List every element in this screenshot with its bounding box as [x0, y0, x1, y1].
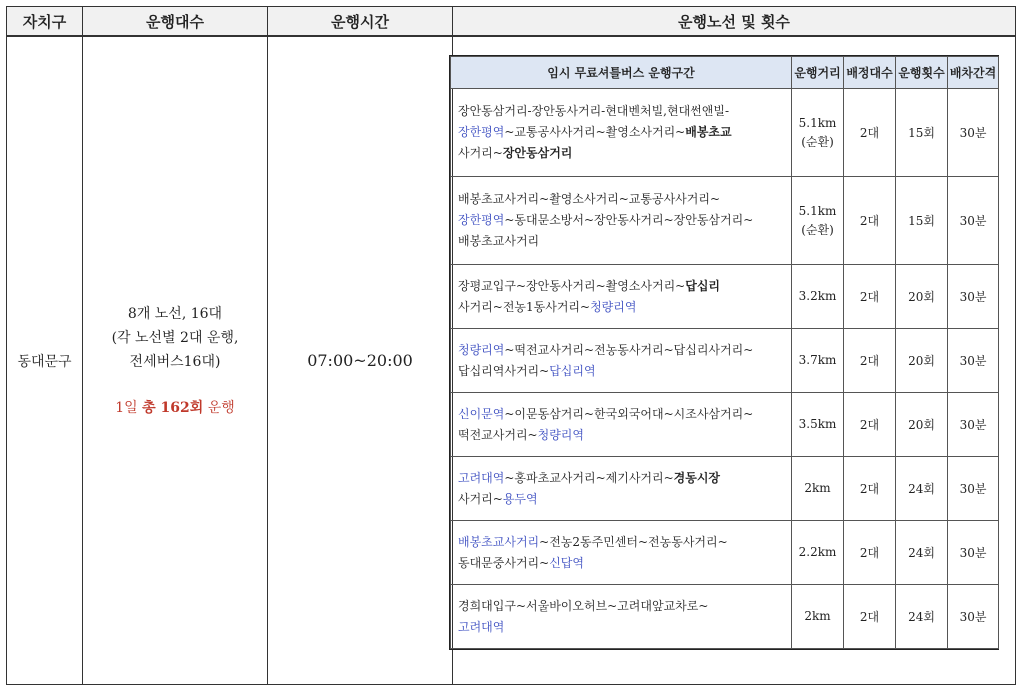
station-name: 고려대역 — [458, 470, 505, 485]
route-runs: 24회 — [896, 457, 948, 521]
distance-note: (순환) — [801, 134, 834, 149]
route-line — [458, 361, 784, 382]
vehicles-cell — [83, 37, 268, 684]
header-routes: 운행노선 및 횟수 — [453, 7, 1015, 37]
route-line — [458, 210, 784, 231]
station-name: 고려대역 — [458, 619, 505, 634]
operating-hours: 07:00~20:00 — [307, 351, 413, 370]
col-distance: 운행거리 — [792, 57, 844, 89]
route-line — [458, 489, 784, 510]
route-distance — [792, 89, 844, 177]
route-buses: 2대 — [844, 521, 896, 585]
route-line — [458, 276, 784, 297]
daily-prefix: 1일 — [115, 399, 143, 416]
route-table — [450, 56, 999, 649]
route-line — [458, 425, 784, 446]
distance-value: 2km — [804, 609, 831, 623]
route-buses: 2대 — [844, 585, 896, 649]
station-name: 청량리역 — [458, 342, 505, 357]
vehicles-line2: (각 노선별 2대 운행, — [111, 329, 239, 346]
route-text: ~이문동삼거리~한국외국어대~시조사삼거리~ — [504, 406, 754, 421]
route-row — [451, 393, 999, 457]
route-text: 경희대입구~서울바이오허브~고려대앞교차로~ — [458, 598, 709, 613]
station-name: 답십리역 — [549, 363, 596, 378]
vehicles-line1: 8개 노선, 16대 — [127, 305, 223, 322]
station-name: 배봉초교사거리 — [458, 534, 540, 549]
distance-note: (순환) — [801, 222, 834, 237]
station-name: 장한평역 — [458, 125, 505, 139]
col-runs: 운행횟수 — [896, 57, 948, 89]
route-text: ~전농2동주민센터~전농동사거리~ — [539, 534, 728, 549]
route-text: 배봉초교사거리~촬영소사거리~교통공사사거리~ — [458, 192, 721, 206]
route-buses: 2대 — [844, 265, 896, 329]
daily-total — [115, 396, 235, 420]
station-name: 장한평역 — [458, 213, 505, 227]
col-buses: 배정대수 — [844, 57, 896, 89]
route-line — [458, 143, 784, 164]
col-interval: 배차간격 — [948, 57, 999, 89]
route-distance — [792, 329, 844, 393]
route-interval: 30분 — [948, 393, 999, 457]
route-line — [458, 617, 784, 638]
route-line — [458, 532, 784, 553]
header-hours: 운행시간 — [268, 7, 453, 37]
route-path — [451, 265, 792, 329]
route-row — [451, 585, 999, 649]
route-distance — [792, 457, 844, 521]
route-text: ~홍파초교사거리~제기사거리~ — [504, 470, 674, 485]
vehicles-line3: 전세버스16대) — [129, 353, 221, 370]
route-buses: 2대 — [844, 457, 896, 521]
route-path — [451, 521, 792, 585]
route-path — [451, 89, 792, 177]
route-interval: 30분 — [948, 585, 999, 649]
route-path — [451, 393, 792, 457]
route-text: 답십리역사거리~ — [458, 363, 550, 378]
route-runs: 20회 — [896, 329, 948, 393]
route-line — [458, 404, 784, 425]
route-buses: 2대 — [844, 329, 896, 393]
distance-value: 2.2km — [798, 545, 837, 559]
route-text: ~동대문소방서~장안동사거리~장안동삼거리~ — [504, 213, 754, 227]
district-name: 동대문구 — [17, 353, 72, 370]
route-text: 떡전교사거리~ — [458, 427, 538, 442]
route-text: 배봉초교사거리 — [458, 234, 540, 248]
distance-value: 3.7km — [798, 353, 837, 367]
route-distance — [792, 265, 844, 329]
distance-value: 3.2km — [798, 289, 837, 303]
distance-value: 5.1km — [798, 203, 837, 218]
route-runs: 20회 — [896, 265, 948, 329]
route-buses: 2대 — [844, 177, 896, 265]
route-row — [451, 265, 999, 329]
route-buses: 2대 — [844, 393, 896, 457]
route-line — [458, 189, 784, 210]
route-runs: 20회 — [896, 393, 948, 457]
route-path — [451, 329, 792, 393]
route-text: ~떡전교사거리~전농동사거리~답십리사거리~ — [504, 342, 754, 357]
route-distance — [792, 393, 844, 457]
station-name: 청량리역 — [590, 299, 637, 314]
route-line — [458, 553, 784, 574]
route-table-header — [451, 57, 999, 89]
route-interval: 30분 — [948, 265, 999, 329]
station-name: 신답역 — [549, 555, 584, 570]
station-name: 신이문역 — [458, 406, 505, 421]
district-cell — [7, 37, 83, 684]
col-route: 임시 무료셔틀버스 운행구간 — [451, 57, 792, 89]
route-interval: 30분 — [948, 177, 999, 265]
station-name: 용두역 — [502, 491, 538, 506]
header-district: 자치구 — [7, 7, 83, 37]
route-text: 사거리~전농1동사거리~ — [458, 299, 591, 314]
route-line — [458, 340, 784, 361]
route-row — [451, 457, 999, 521]
route-text: 장안동삼거리-장안동사거리-현대벤처빌,현대썬앤빌- — [458, 104, 730, 118]
station-name: 청량리역 — [537, 427, 584, 442]
key-stop: 경동시장 — [673, 470, 721, 485]
daily-suffix: 운행 — [203, 399, 235, 416]
route-runs: 24회 — [896, 521, 948, 585]
route-runs: 15회 — [896, 177, 948, 265]
route-interval: 30분 — [948, 89, 999, 177]
route-line — [458, 596, 784, 617]
route-line — [458, 122, 784, 143]
distance-value: 5.1km — [798, 115, 837, 130]
key-stop: 장안동삼거리 — [502, 146, 573, 160]
route-distance — [792, 585, 844, 649]
route-interval: 30분 — [948, 457, 999, 521]
route-line — [458, 468, 784, 489]
route-text: 동대문중사거리~ — [458, 555, 550, 570]
route-text: 사거리~ — [458, 491, 503, 506]
route-path — [451, 457, 792, 521]
route-line — [458, 297, 784, 318]
route-interval: 30분 — [948, 329, 999, 393]
route-text: 사거리~ — [458, 146, 503, 160]
key-stop: 답십리 — [685, 278, 721, 293]
route-distance — [792, 521, 844, 585]
route-runs: 24회 — [896, 585, 948, 649]
hours-cell — [268, 37, 453, 684]
route-line — [458, 101, 784, 122]
route-path — [451, 177, 792, 265]
route-text: 장평교입구~장안동사거리~촬영소사거리~ — [458, 278, 686, 293]
route-line — [458, 231, 784, 252]
route-row — [451, 177, 999, 265]
route-distance — [792, 177, 844, 265]
route-table-box — [449, 55, 999, 650]
route-path — [451, 585, 792, 649]
key-stop: 배봉초교 — [685, 125, 732, 139]
daily-bold: 총 162회 — [142, 399, 204, 416]
distance-value: 3.5km — [798, 417, 837, 431]
distance-value: 2km — [804, 481, 831, 495]
route-interval: 30분 — [948, 521, 999, 585]
route-row — [451, 521, 999, 585]
route-buses: 2대 — [844, 89, 896, 177]
route-text: ~교통공사사거리~촬영소사거리~ — [504, 125, 686, 139]
route-runs: 15회 — [896, 89, 948, 177]
header-vehicles: 운행대수 — [83, 7, 268, 37]
route-row — [451, 89, 999, 177]
route-row — [451, 329, 999, 393]
